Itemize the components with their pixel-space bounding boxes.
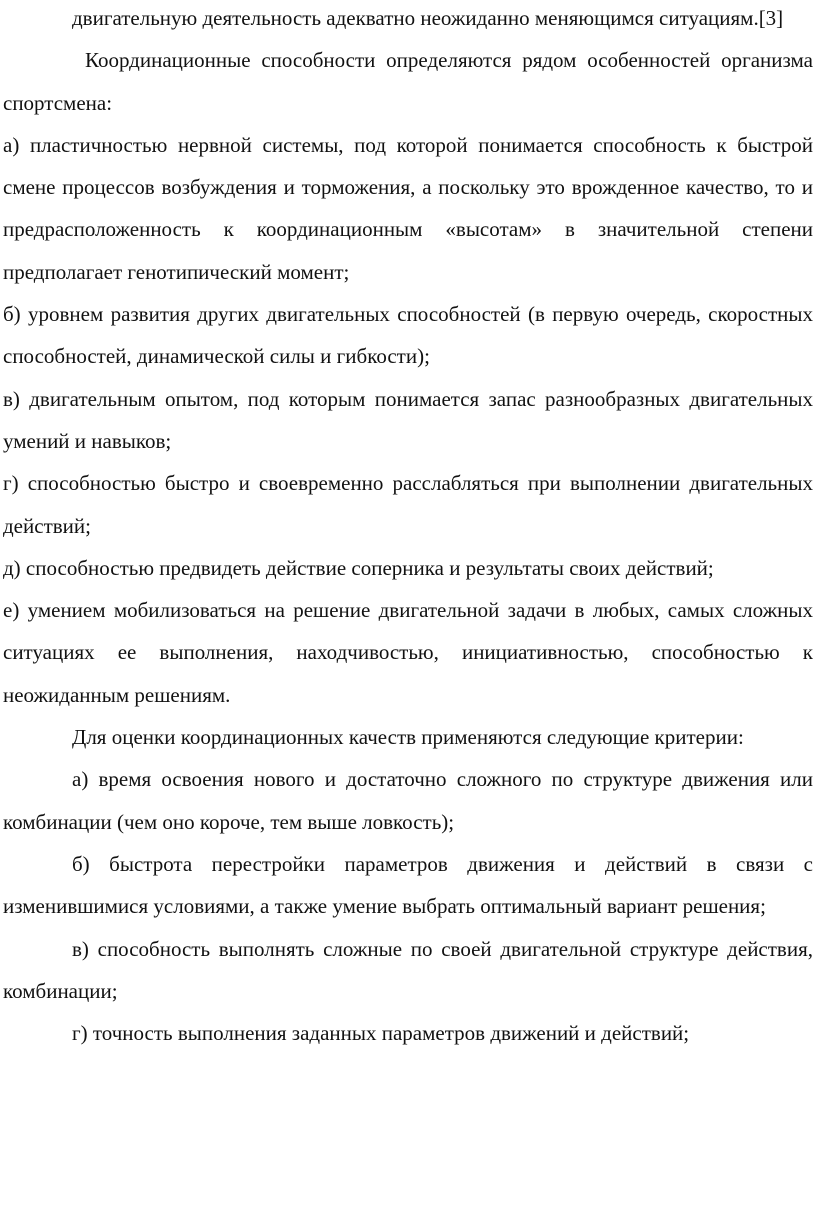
paragraph-intro: Координационные способности определяются рядом особенностей организма спортсмена: [3,48,813,115]
paragraph-criteria-intro: Для оценки координационных качеств применяются следующие критерии: [72,725,744,750]
list-item-g: г) способностью быстро и своевременно расслабляться при выполнении двигательных действий; [3,471,813,538]
list-item-b: б) уровнем развития других двигательных способностей (в первую очередь, скоростных способностей, динамической силы и гибкости); [3,302,813,369]
list-item-v: в) двигательным опытом, под которым понимается запас разнообразных двигательных умений и навыков; [3,386,813,453]
criteria-item-a: а) время освоения нового и достаточно сложного по структуре движения или комбинации (чем оно короче, тем выше ловкость); [3,767,813,834]
list-item-d: д) способностью предвидеть действие соперника и результаты своих действий; [3,555,714,580]
criteria-item-g: г) точность выполнения заданных параметров движений и действий; [72,1021,690,1046]
document-body [3,0,813,1054]
list-item-a: а) пластичностью нервной системы, под которой понимается способность к быстрой смене процессов возбуждения и торможения, а поскольку это врожденное качество, то и предрасположенность к координационным «высотам» в значительной степени предполагает генотипический момент; [3,132,813,284]
criteria-item-v: в) способность выполнять сложные по своей двигательной структуре действия, комбинации; [3,936,813,1003]
paragraph-continuation: двигательную деятельность адекватно неожиданно меняющимся ситуациям.[3] [72,6,784,30]
criteria-item-b: б) быстрота перестройки параметров движения и действий в связи с изменившимися условиями, а также умение выбрать оптимальный вариант решения; [3,851,813,919]
list-item-e: е) умением мобилизоваться на решение двигательной задачи в любых, самых сложных ситуациях ее выполнения, находчивостью, инициативностью, способностью к неожиданным решениям. [3,598,813,707]
